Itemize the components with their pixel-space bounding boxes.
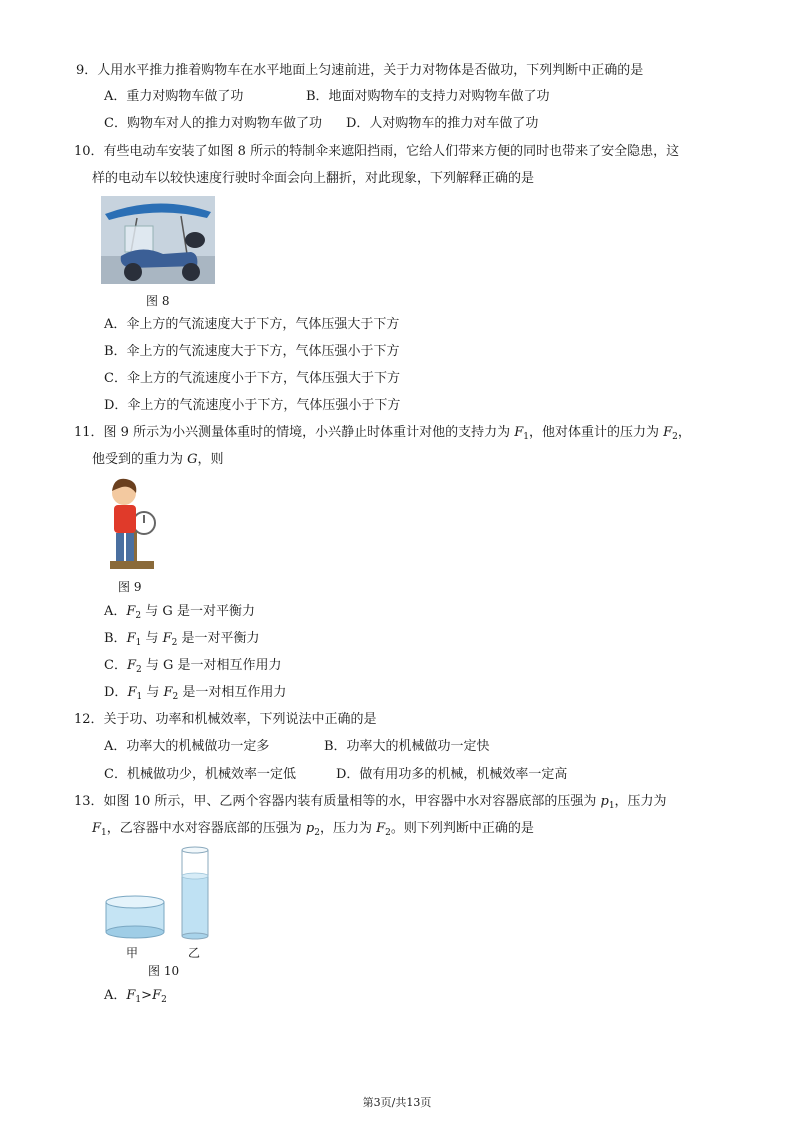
- q12-stem: 12．关于功、功率和机械效率，下列说法中正确的是: [74, 712, 377, 727]
- q12-option-b: B．功率大的机械做功一定快: [324, 739, 490, 754]
- q9-option-d: D．人对购物车的推力对车做了功: [346, 116, 539, 131]
- container-yi-label: 乙: [188, 946, 201, 960]
- rear-box: [185, 232, 205, 248]
- q11-stem-line1: 11．图 9 所示为小兴测量体重时的情境，小兴静止时体重计对他的支持力为 $F_1$，他对体重计的压力为 $F_2$，: [74, 425, 691, 442]
- q13-stem-line2: $F_1$，乙容器中水对容器底部的压强为 $p_2$，压力为 $F_2$。则下列判断中正确的是: [92, 821, 534, 838]
- container-jia-label: 甲: [126, 946, 139, 960]
- figure-8-umbrella-scooter: [101, 196, 215, 284]
- figure-9-boy-on-scale: [102, 477, 162, 573]
- q11-option-c: C．$F_2$ 与 G 是一对相互作用力: [104, 658, 282, 675]
- q10-option-a: A．伞上方的气流速度大于下方，气体压强大于下方: [104, 317, 400, 332]
- q11-option-a: A．$F_2$ 与 G 是一对平衡力: [104, 604, 255, 621]
- figure-8-caption: 图 8: [146, 294, 170, 308]
- q9-option-a: A．重力对购物车做了功: [104, 89, 244, 104]
- windshield: [125, 226, 153, 252]
- q9-option-b: B．地面对购物车的支持力对购物车做了功: [306, 89, 550, 104]
- q9-option-c: C．购物车对人的推力对购物车做了功: [104, 116, 322, 131]
- boy-shirt: [114, 505, 136, 533]
- q12-option-c: C．机械做功少，机械效率一定低: [104, 767, 296, 782]
- page-footer: 第3页/共13页: [362, 1096, 432, 1109]
- figure-10-containers: [100, 846, 220, 946]
- q11-option-d: D．$F_1$ 与 $F_2$ 是一对相互作用力: [104, 685, 287, 702]
- q11-stem-line2: 他受到的重力为 G，则: [92, 452, 224, 467]
- q10-option-d: D．伞上方的气流速度小于下方，气体压强小于下方: [104, 398, 401, 413]
- container-jia-rim: [106, 896, 164, 908]
- q10-option-b: B．伞上方的气流速度大于下方，气体压强小于下方: [104, 344, 400, 359]
- q12-option-a: A．功率大的机械做功一定多: [104, 739, 270, 754]
- q10-option-c: C．伞上方的气流速度小于下方，气体压强大于下方: [104, 371, 400, 386]
- q11-option-b: B．$F_1$ 与 $F_2$ 是一对平衡力: [104, 631, 260, 648]
- scale-base: [110, 561, 154, 569]
- container-yi-rim: [182, 847, 208, 853]
- q13-option-a: A．$F_1>F_2$: [104, 988, 167, 1005]
- figure-9-caption: 图 9: [118, 580, 142, 594]
- container-yi-water: [182, 876, 208, 936]
- q10-stem-line2: 样的电动车以较快速度行驶时伞面会向上翻折，对此现象，下列解释正确的是: [92, 171, 535, 186]
- q10-stem-line1: 10．有些电动车安装了如图 8 所示的特制伞来遮阳挡雨，它给人们带来方便的同时也带来了安全隐患，这: [74, 144, 680, 159]
- q13-stem-line1: 13．如图 10 所示，甲、乙两个容器内装有质量相等的水，甲容器中水对容器底部的压强为 $p_1$，压力为: [74, 794, 667, 811]
- q12-option-d: D．做有用功多的机械，机械效率一定高: [336, 767, 568, 782]
- rear-wheel: [182, 263, 200, 281]
- figure-10-caption: 图 10: [148, 964, 180, 978]
- q9-stem: 9．人用水平推力推着购物车在水平地面上匀速前进，关于力对物体是否做功，下列判断中正确的是: [76, 63, 644, 78]
- front-wheel: [124, 263, 142, 281]
